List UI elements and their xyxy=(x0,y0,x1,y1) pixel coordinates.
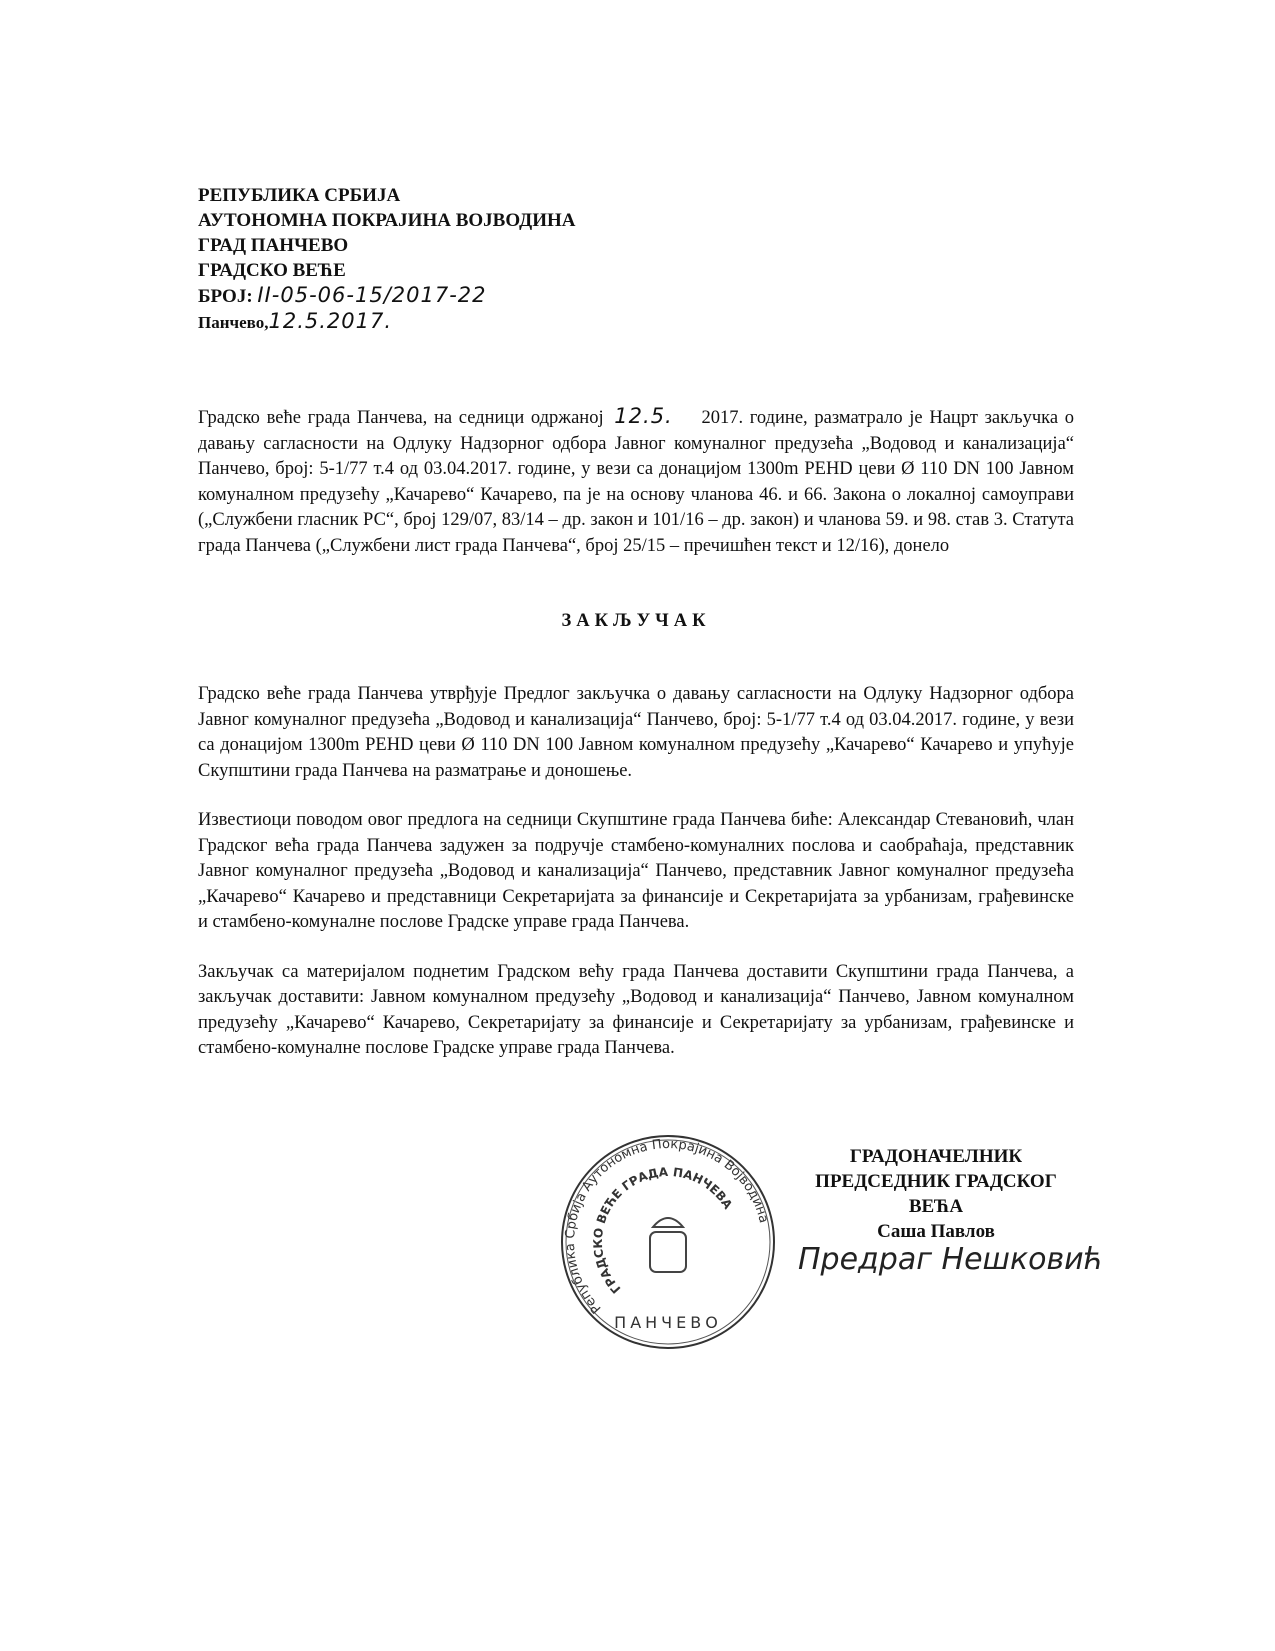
signatory-title-mayor: ГРАДОНАЧЕЛНИК xyxy=(849,1145,1023,1167)
handwritten-signature: Предраг Нешковић xyxy=(798,1241,1104,1277)
coat-of-arms-icon xyxy=(650,1218,686,1272)
document-header xyxy=(198,183,576,335)
handwritten-number: II-05-06-15/2017-22 xyxy=(257,283,487,307)
header-line-province: АУТОНОМНА ПОКРАЈИНА ВОЈВОДИНА xyxy=(198,210,576,231)
paragraph-rapporteurs: Известиоци поводом овог предлога на седници Скупштине града Панчева биће: Александар Стевановић, члан Градског већа града Панчева задужен за подручје стамбено-комуналних послова и саобраћаја, представник Јавног комуналног предузећа „Водовод и канализација“ Панчево, представник Јавног комуналног предузећа „Качарево“ Качарево и представници Секретаријата за финансије и Секретаријата за урбанизам, грађевинске и стамбено-комуналне послове Градске управе града Панчева. xyxy=(198,810,1074,932)
intro-paragraph: Градско веће града Панчева, на седници одржаној 12.5. 2017. године, разматрало је Нацрт закључка о давању сагласности на Одлуку Надзорног одбора Јавног комуналног предузећа „Водовод и канализација“ Панчево, број: 5-1/77 т.4 од 03.04.2017. године, у вези са донацијом 1300m PEHD цеви Ø 110 DN 100 Јавном комуналном предузећу „Качарево“ Качарево, па је на основу чланова 46. и 66. Закона о локалној самоуправи („Службени гласник РС“, број 129/07, 83/14 – др. закон и 101/16 – др. закон) и чланова 59. и 98. став 3. Статута града Панчева („Службени лист града Панчева“, број 25/15 – пречишћен текст и 12/16), донело xyxy=(198,404,1074,556)
header-line-council: ГРАДСКО ВЕЋЕ xyxy=(198,260,346,281)
header-date: Панчево,12.5.2017. xyxy=(198,309,393,333)
header-number: БРОЈ: II-05-06-15/2017-22 xyxy=(198,283,487,307)
document-body xyxy=(198,404,1104,1392)
handwritten-session-date: 12.5. xyxy=(614,404,673,428)
official-stamp xyxy=(558,1132,778,1352)
handwritten-date: 12.5.2017. xyxy=(268,309,393,333)
paragraph-decision: Градско веће града Панчева утврђује Предлог закључка о давању сагласности на Одлуку Надзорног одбора Јавног комуналног предузећа „Водовод и канализација“ Панчево, број: 5-1/77 т.4 од 03.04.2017. године, у вези са донацијом 1300m PEHD цеви Ø 110 DN 100 Јавном комуналном предузећу „Качарево“ Качарево и упућује Скупштини града Панчева на разматрање и доношење. xyxy=(198,684,1074,781)
header-line-city: ГРАД ПАНЧЕВО xyxy=(198,235,349,256)
signatory-title-president: ПРЕДСЕДНИК ГРАДСКОГ ВЕЋА xyxy=(815,1170,1057,1217)
signatory-name: Саша Павлов xyxy=(877,1220,995,1242)
paragraph-delivery: Закључак са материјалом поднетим Градском већу града Панчева доставити Скупштини града Панчева, а закључак доставити: Јавном комуналном предузећу „Водовод и канализација“ Панчево, Јавном комуналном предузећу „Качарево“ Качарево, Секретаријату за финансије и Секретаријату за урбанизам, грађевинске и стамбено-комуналне послове Градске управе града Панчева. xyxy=(198,961,1074,1058)
stamp-bottom-text: ПАНЧЕВО xyxy=(614,1312,722,1332)
signature-block xyxy=(798,1144,1074,1244)
stamp-inner-text: ГРАДСКО ВЕЋЕ ГРАДА ПАНЧЕВА xyxy=(590,1164,736,1296)
stamp-outer-text: Република Србија Аутономна Покрајина Војводина xyxy=(562,1136,771,1316)
signature-area xyxy=(198,1132,1104,1392)
header-line-republic: РЕПУБЛИКА СРБИЈА xyxy=(198,185,401,206)
document-title: ЗАКЉУЧАК xyxy=(561,611,711,631)
